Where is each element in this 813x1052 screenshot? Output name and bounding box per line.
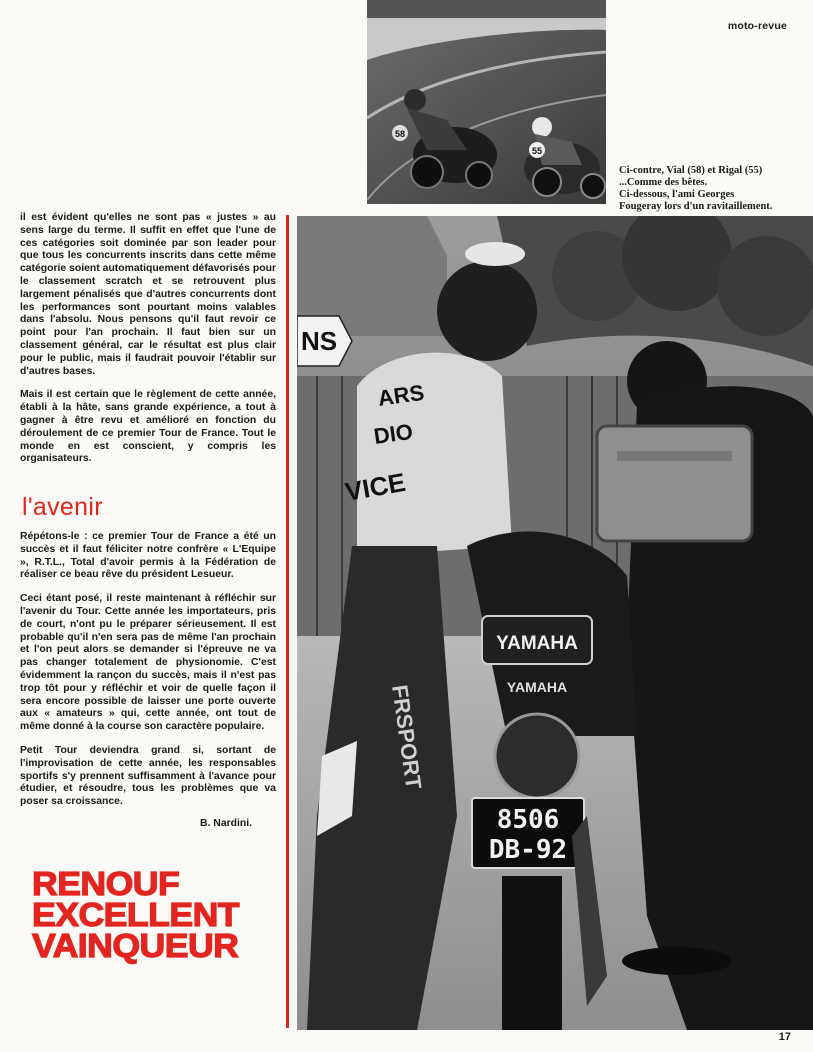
article-paragraph: il est évident qu'elles ne sont pas « justes » au sens large du terme. Il suffit en effet que l'une de ces catégories soit dominée par son leader pour que tous les concurrents inscrits dans cette même catégorie soient automatiquement défavorisés pour le classement scratch et se retrouvent plus largement pénalisés que d'autres concurrents dont les performances sont pourtant moins valables dans l'absolu. Nous pensons qu'il faut revoir ce point pour l'an prochain. Il faut bien sur un classement général, car le résultat est plus clair pour le public, mais il faudrait pouvoir l'établir sur d'autres bases. xyxy=(20,212,276,377)
leg-text: FRSPORT xyxy=(387,683,427,791)
headline-line: RENOUF xyxy=(32,865,180,902)
headline-line: EXCELLENT xyxy=(32,896,240,933)
road-sign-text: NS xyxy=(301,326,338,356)
headline xyxy=(32,865,302,964)
jacket-text-3: VICE xyxy=(342,466,408,507)
caption-line: Fougeray lors d'un ravitaillement. xyxy=(619,201,773,212)
caption-line: Ci-dessous, l'ami Georges xyxy=(619,189,735,200)
headline-line: VAINQUEUR xyxy=(32,927,239,964)
article-section xyxy=(20,531,276,842)
magazine-name: moto-revue xyxy=(727,20,787,32)
page-number: 17 xyxy=(778,1031,791,1043)
article-paragraph: Répétons-le : ce premier Tour de France a été un succès et il faut féliciter notre confrère « L'Equipe », R.T.L., Total d'avoir permis à la Fédération de réaliser ce beau rêve du président Lesueur. xyxy=(20,531,276,581)
caption-line: ...Comme des bêtes. xyxy=(619,177,708,188)
article-body xyxy=(20,212,276,477)
caption-line: Ci-contre, Vial (58) et Rigal (55) xyxy=(619,165,763,176)
jacket-text-2: DIO xyxy=(372,418,415,449)
photo-caption xyxy=(619,165,804,213)
racing-photo xyxy=(367,0,606,204)
tank-brand: YAMAHA xyxy=(496,633,578,654)
rider-number-55: 55 xyxy=(531,146,543,156)
plate-number: 8506 xyxy=(496,805,560,835)
rider-number-58: 58 xyxy=(394,129,406,139)
article-paragraph: Ceci étant posé, il reste maintenant à réfléchir sur l'avenir du Tour. Cette année les importateurs, pris de court, n'ont pu le préparer sérieusement. Il est probable qu'il n'en sera pas de même l'an prochain et l'on peut alors se demander si l'épreuve ne va pas changer totalement de physionomie. C'est évidemment la rançon du succès, mais il n'est pas trop tôt pour y réfléchir et voir de quelle façon il sera encore possible de laisser une porte ouverte aux « amateurs » qui, cette année, ont tout de même donné à la course son caractère populaire. xyxy=(20,593,276,733)
jacket-text-1: ARS xyxy=(376,379,426,411)
tail-brand: YAMAHA xyxy=(506,679,568,695)
article-paragraph: Petit Tour deviendra grand si, sortant de l'improvisation de cette année, les responsables sportifs s'y prennent suffisamment à l'avance pour étudier, et résoudre, tous les problèmes que va poser sa croissance. xyxy=(20,744,276,808)
refuelling-photo xyxy=(297,216,813,1030)
article-paragraph: Mais il est certain que le règlement de cette année, établi à la hâte, sans grande expérience, a tout à gagner à être revu et amélioré en fonction du déroulement de ce premier Tour de France. Tout le monde en est conscient, y compris les organisateurs. xyxy=(20,389,276,465)
plate-region: DB-92 xyxy=(488,835,568,865)
section-heading: l'avenir xyxy=(22,493,103,521)
author-signature: B. Nardini. xyxy=(200,817,252,829)
